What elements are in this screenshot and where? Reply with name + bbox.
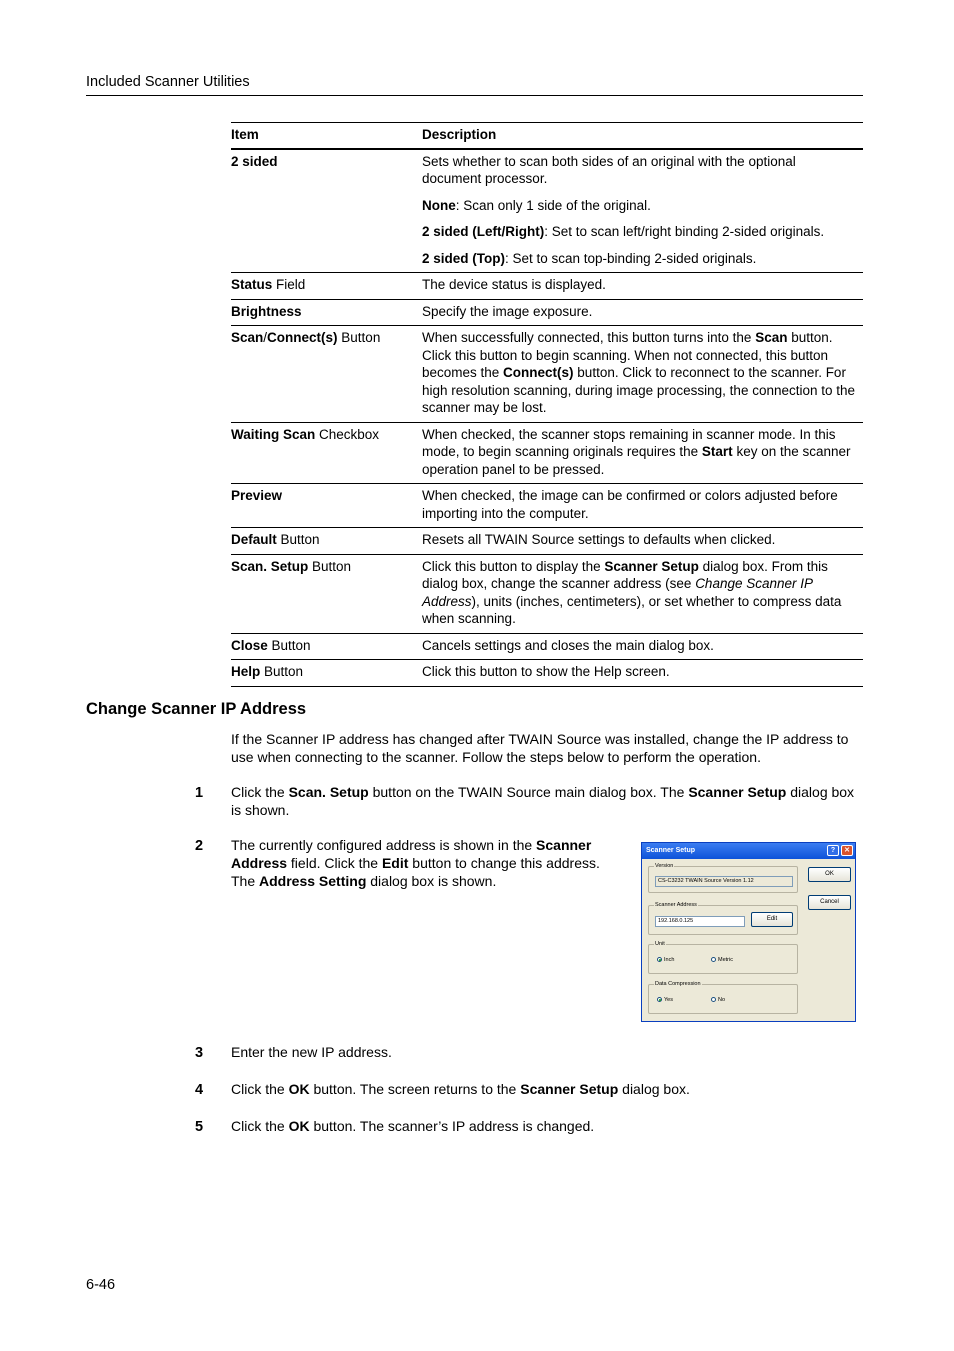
- section-intro: If the Scanner IP address has changed after TWAIN Source was installed, change the IP address to use when connecting to the scanner. Follow the steps below to perform the operation.: [231, 731, 849, 765]
- scanner-address-group: [648, 902, 798, 935]
- item-name: Default Button: [231, 528, 422, 555]
- radio-icon: [711, 997, 716, 1002]
- table-row: [231, 299, 863, 326]
- item-description: Specify the image exposure.: [422, 299, 863, 326]
- item-name: Help Button: [231, 660, 422, 687]
- table-header-row: [231, 123, 863, 149]
- step-number: 5: [195, 1119, 204, 1135]
- item-description: When checked, the image can be confirmed or colors adjusted before importing into the computer.: [422, 484, 863, 528]
- table-row: [231, 528, 863, 555]
- header-rule: [86, 95, 863, 96]
- item-description: Click this button to display the Scanner Setup dialog box. From this dialog box, change the scanner address (see Change Scanner IP Address), units (inches, centimeters), or set whether to compress data when scanning.: [422, 554, 863, 633]
- table-row: [231, 422, 863, 484]
- compression-yes-radio[interactable]: Yes: [657, 997, 673, 1004]
- column-header-description: Description: [422, 123, 863, 149]
- table-row: [231, 633, 863, 660]
- step-5: 5 Click the OK button. The scanner’s IP address is changed.: [195, 1118, 595, 1135]
- item-name: Close Button: [231, 633, 422, 660]
- cancel-button[interactable]: Cancel: [808, 895, 851, 910]
- running-header: Included Scanner Utilities: [86, 74, 250, 90]
- item-name: Brightness: [231, 303, 302, 319]
- radio-selected-icon: [657, 997, 662, 1002]
- item-description: When successfully connected, this button turns into the Scan button. Click this button to begin scanning. When not connected, this button becomes the Connect(s) button. Click to reconnect to the scanner. For high resolution scanning, during image processing, the connection to the scanner may be lost.: [422, 326, 863, 423]
- table-row: [231, 326, 863, 423]
- unit-inch-radio[interactable]: Inch: [657, 957, 674, 964]
- help-icon[interactable]: ?: [827, 845, 839, 856]
- version-group: [648, 863, 798, 893]
- table-row: [231, 554, 863, 633]
- step-number: 4: [195, 1082, 204, 1098]
- step-4: 4 Click the OK button. The screen returns to the Scanner Setup dialog box.: [195, 1081, 690, 1098]
- compression-no-radio[interactable]: No: [711, 997, 725, 1004]
- item-name: Status Field: [231, 273, 422, 300]
- version-label: Version: [655, 863, 674, 869]
- edit-button[interactable]: Edit: [751, 912, 793, 927]
- step-3: 3 Enter the new IP address.: [195, 1044, 392, 1061]
- settings-table: [231, 122, 863, 687]
- dialog-title: Scanner Setup: [646, 847, 696, 854]
- data-compression-label: Data Compression: [655, 981, 701, 987]
- step-1: 1 Click the Scan. Setup button on the TWAIN Source main dialog box. The Scanner Setup dialog box is shown.: [195, 784, 855, 818]
- item-name: Preview: [231, 488, 283, 503]
- item-name: Scan. Setup Button: [231, 554, 422, 633]
- table-row: [231, 149, 863, 273]
- column-header-item: Item: [231, 123, 422, 149]
- item-description: Resets all TWAIN Source settings to defaults when clicked.: [422, 528, 863, 555]
- item-description: Cancels settings and closes the main dialog box.: [422, 633, 863, 660]
- unit-group: [648, 941, 798, 974]
- item-description: Sets whether to scan both sides of an original with the optional document processor. None: Scan only 1 side of the original. 2 sided (Left/Right): Set to scan left/right binding 2-sided originals. 2 sided (Top): Set to scan top-binding 2-sided originals.: [422, 149, 863, 273]
- radio-icon: [711, 957, 716, 962]
- item-description: When checked, the scanner stops remaining in scanner mode. In this mode, to begin scanning originals requires the Start key on the scanner operation panel to be pressed.: [422, 422, 863, 484]
- radio-selected-icon: [657, 957, 662, 962]
- unit-metric-radio[interactable]: Metric: [711, 957, 733, 964]
- step-2: 2 The currently configured address is shown in the Scanner Address field. Click the Edit button to change this address. The Address Setting dialog box is shown.: [195, 837, 600, 889]
- table-row: [231, 660, 863, 687]
- step-number: 3: [195, 1045, 204, 1061]
- page-number: 6-46: [86, 1277, 116, 1293]
- item-name: 2 sided: [231, 153, 278, 169]
- scanner-address-field: 192.168.0.125: [655, 916, 745, 927]
- section-title: Change Scanner IP Address: [86, 700, 307, 718]
- step-number: 2: [195, 838, 204, 854]
- data-compression-group: [648, 981, 798, 1014]
- item-name: Waiting Scan Checkbox: [231, 422, 422, 484]
- item-description: Click this button to show the Help screen.: [422, 660, 863, 687]
- version-field: CS-C3232 TWAIN Source Version 1.12: [655, 876, 793, 887]
- unit-label: Unit: [655, 941, 665, 947]
- scanner-setup-dialog-screenshot: [641, 842, 856, 1022]
- table-row: [231, 273, 863, 300]
- item-name: Scan/Connect(s) Button: [231, 326, 422, 423]
- ok-button[interactable]: OK: [808, 867, 851, 882]
- scanner-address-label: Scanner Address: [655, 902, 697, 908]
- table-row: [231, 484, 863, 528]
- close-icon[interactable]: ✕: [841, 845, 853, 856]
- item-description: The device status is displayed.: [422, 273, 863, 300]
- dialog-title-bar: [642, 843, 855, 859]
- step-number: 1: [195, 785, 204, 801]
